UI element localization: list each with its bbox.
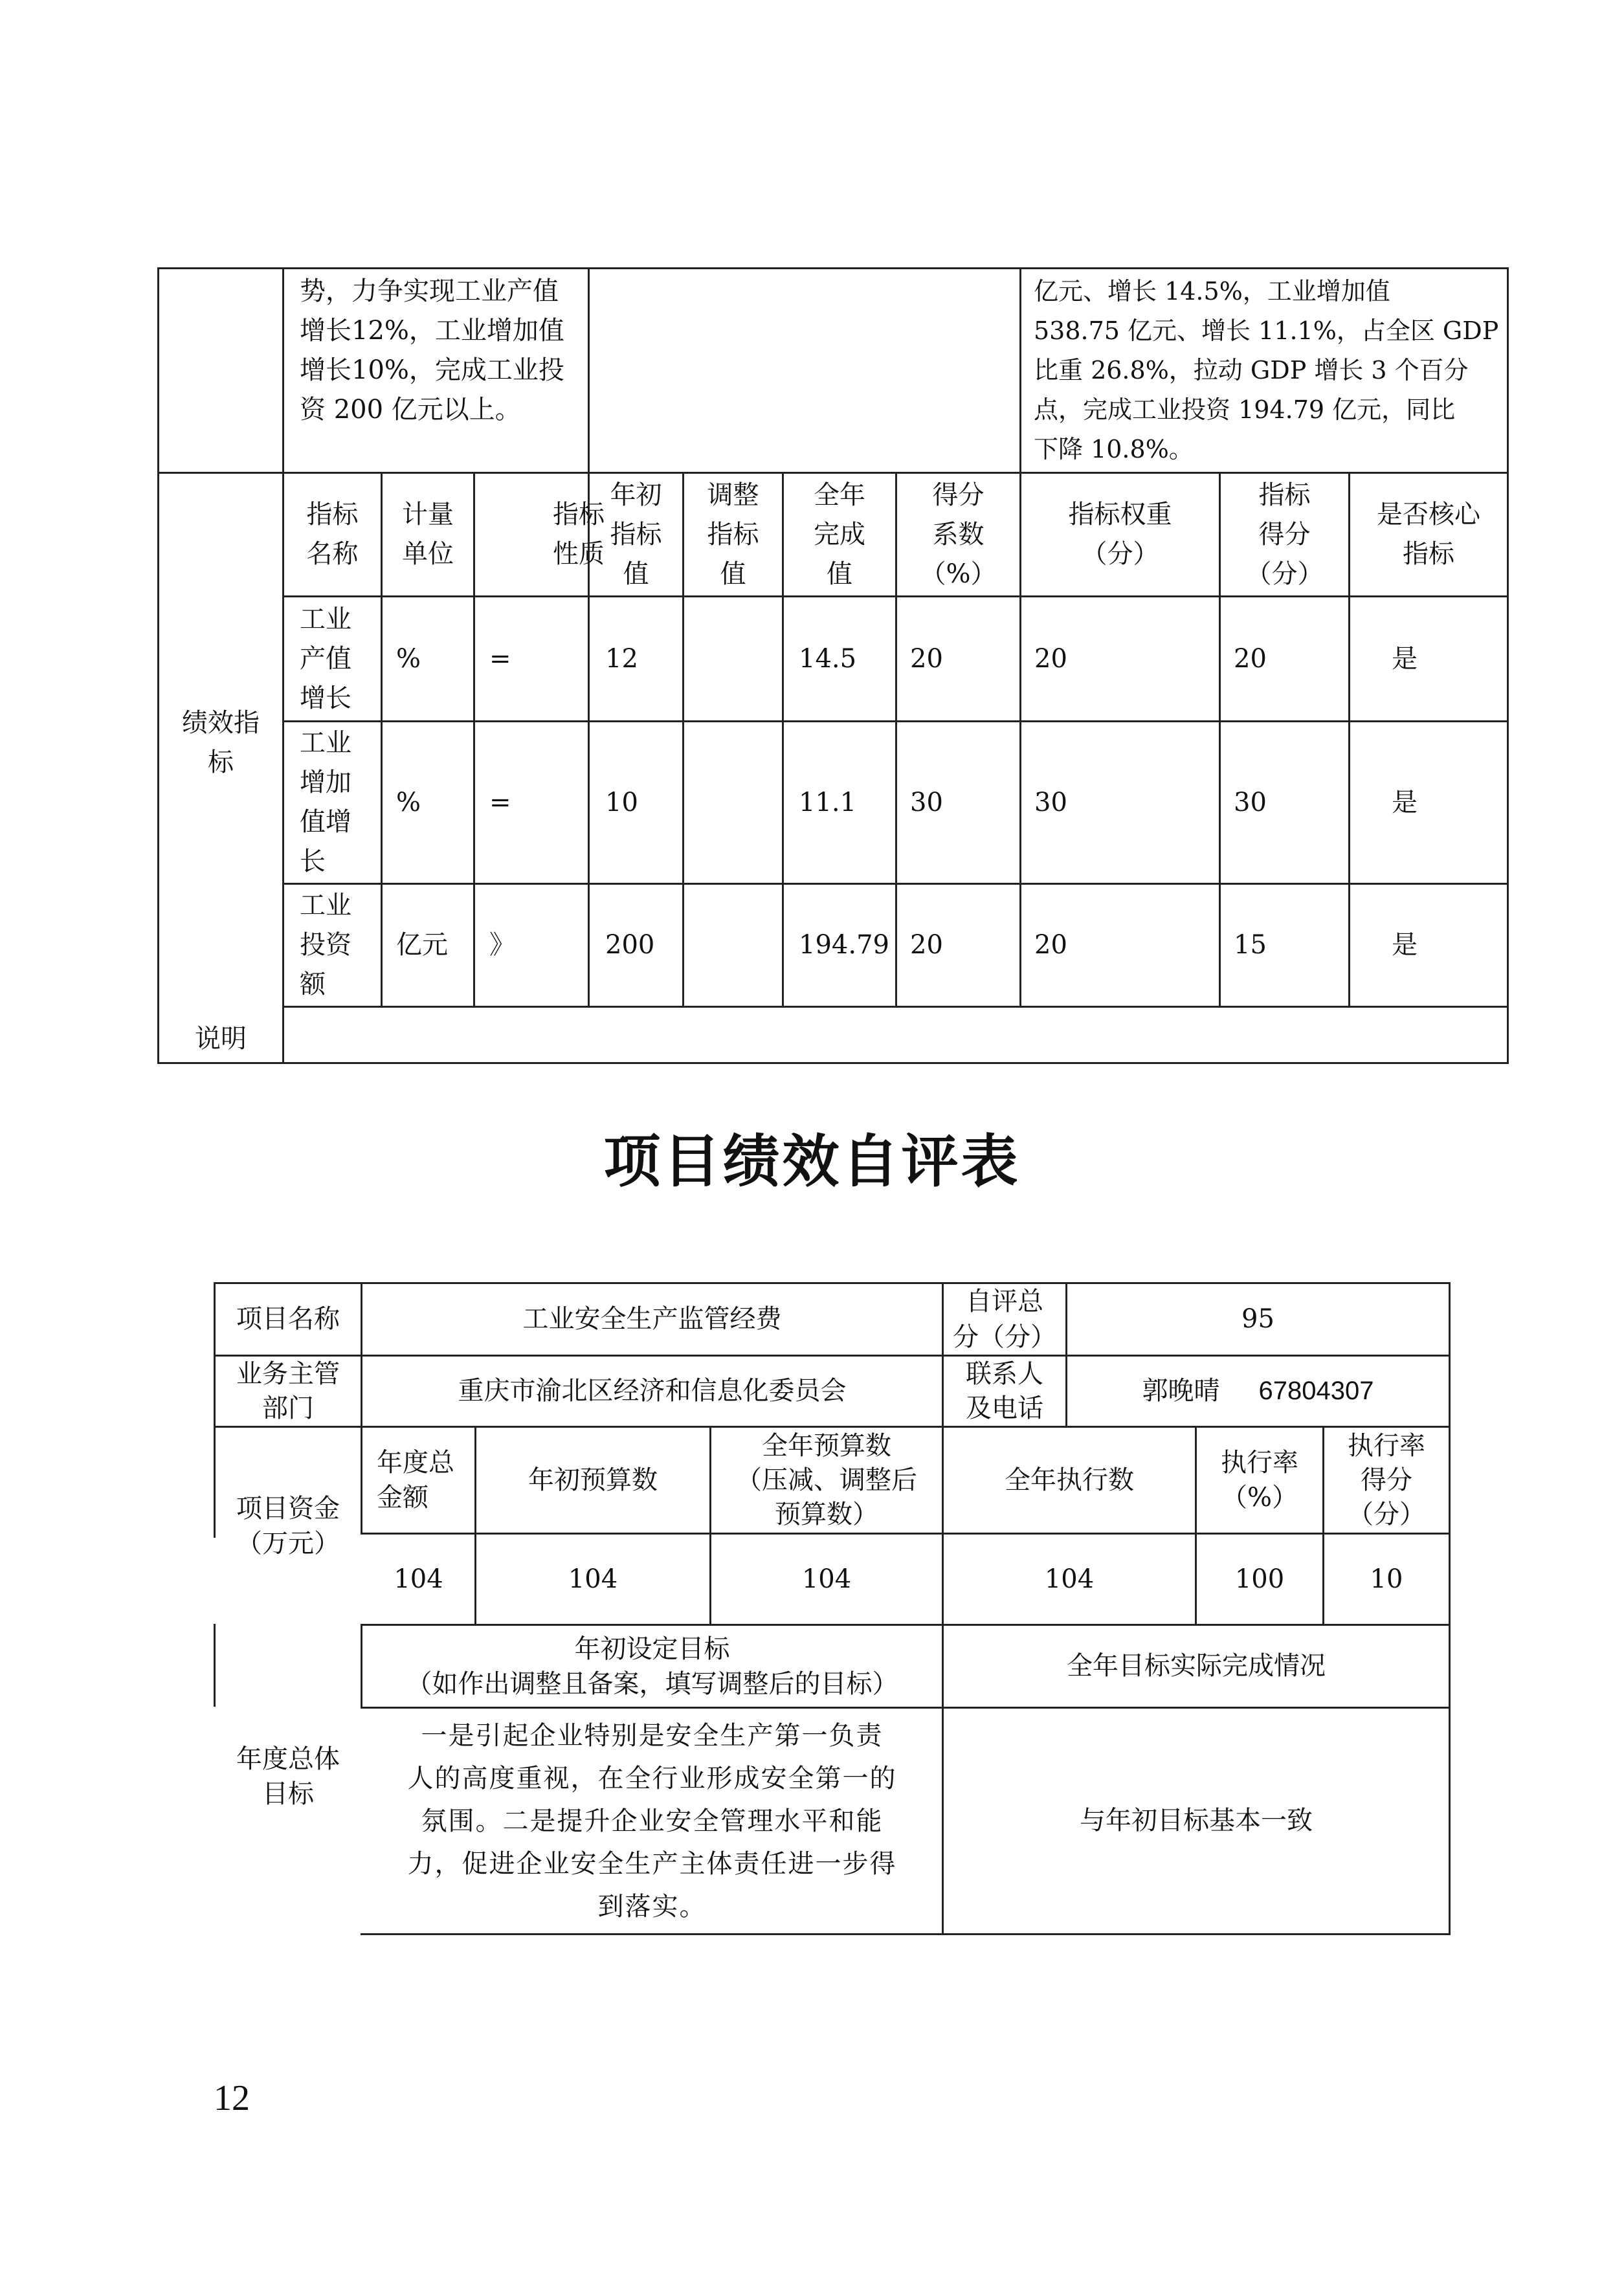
table-row-cell: 20 [910, 643, 943, 674]
department-value: 重庆市渝北区经济和信息化委员会 [458, 1376, 847, 1406]
table-row-cell: 200 [605, 930, 655, 960]
table-row-cell: 是 [1392, 643, 1418, 674]
table-row-cell [700, 597, 772, 720]
contact-phone: 67804307 [1258, 1377, 1374, 1405]
funds-value-execution-rate: 100 [1234, 1564, 1285, 1594]
header-core-indicator: 是否核心 指标 [1377, 500, 1480, 569]
table-row-cell: 12 [605, 643, 638, 674]
funds-value-executed: 104 [1044, 1564, 1095, 1594]
funds-header-annual-budget: 全年预算数 （压减、调整后 预算数） [736, 1430, 917, 1529]
table-row-cell: 20 [1034, 930, 1067, 960]
header-unit: 计量 单位 [402, 500, 454, 569]
funds-value-annual-budget: 104 [801, 1564, 852, 1594]
table-row-cell: 194.79 [799, 930, 889, 960]
header-indicator-score: 指标 得分 （分） [1245, 480, 1324, 589]
annual-goal-text: 势，力争实现工业产值 增长12%，工业增加值 增长10%，完成工业投 资 200 亿元以上。 [300, 276, 564, 425]
table-row-cell: 15 [1234, 930, 1267, 960]
table-row-cell: 20 [1034, 643, 1067, 674]
result-header: 全年目标实际完成情况 [1067, 1651, 1326, 1681]
table-row-cell: 是 [1392, 930, 1418, 960]
project-name-label: 项目名称 [236, 1304, 340, 1334]
goal-text: 一是引起企业特别是安全生产第一负责 人的高度重视，在全行业形成安全第一的 氛围。二是提升企业安全管理水平和能 力，促进企业安全生产主体责任进一步得 到落实。 [407, 1720, 897, 1922]
header-score-coefficient: 得分 系数 （%） [920, 480, 997, 589]
table-row-cell: % [396, 787, 421, 817]
table-row-cell [700, 885, 772, 1006]
contact-value [1067, 1357, 1449, 1426]
table-row-cell: 是 [1392, 787, 1418, 817]
header-initial-target: 年初 指标 值 [610, 480, 662, 589]
performance-indicators-label: 绩效指 标 [182, 708, 260, 777]
contact-label: 联系人 及电话 [966, 1358, 1043, 1423]
table-row-cell: 30 [1034, 787, 1067, 817]
header-adjusted-target: 调整 指标 值 [707, 480, 759, 589]
table-row-cell: 11.1 [799, 787, 857, 817]
funds-header-rate-score: 执行率 得分 （分） [1348, 1430, 1425, 1529]
funds-header-initial-budget: 年初预算数 [528, 1465, 658, 1495]
contact-name: 郭晚晴 [1142, 1376, 1220, 1406]
funds-header-total: 年度总 金额 [377, 1448, 454, 1513]
funds-value-total: 104 [394, 1564, 443, 1594]
table-row-cell: 10 [605, 787, 638, 817]
goal-header: 年初设定目标 （如作出调整且备案，填写调整后的目标） [406, 1634, 898, 1699]
table-row-cell: 工业 增加 值增 长 [300, 728, 351, 876]
funds-value-rate-score: 10 [1370, 1564, 1403, 1594]
header-indicator-nature: 指标 性质 [553, 500, 605, 569]
table-row-cell: 14.5 [799, 643, 857, 674]
header-annual-completion: 全年 完成 值 [814, 480, 865, 589]
self-score-label: 自评总 分（分） [953, 1286, 1056, 1352]
table-row-cell: 亿元 [396, 930, 448, 960]
result-text: 与年初目标基本一致 [1080, 1806, 1313, 1835]
department-label: 业务主管 部门 [236, 1358, 340, 1423]
table-row-cell: 30 [1234, 787, 1267, 817]
funds-value-initial-budget: 104 [568, 1564, 618, 1594]
table-row-cell: 20 [1234, 643, 1267, 674]
table-row-cell: 30 [910, 787, 943, 817]
table-row-cell: % [396, 643, 421, 674]
funds-header-executed: 全年执行数 [1005, 1465, 1134, 1495]
header-indicator-name: 指标 名称 [306, 500, 359, 569]
project-name-value: 工业安全生产监管经费 [522, 1304, 782, 1334]
table-row-cell [700, 722, 772, 883]
annual-result-text: 亿元、增长 14.5%，工业增加值 538.75 亿元、增长 11.1%，占全区 GDP 比重 26.8%，拉动 GDP 增长 3 个百分 点，完成工业投资 194.79 亿元，同比 下降 10.8%。 [1034, 277, 1499, 463]
header-indicator-weight: 指标权重 （分） [1068, 500, 1172, 569]
table-row-cell: 工业 投资 额 [300, 891, 351, 999]
table-row-cell: = [489, 787, 511, 817]
note-label: 说明 [195, 1024, 247, 1054]
page-title: 项目绩效自评表 [603, 1128, 1021, 1195]
self-score-value: 95 [1241, 1304, 1274, 1334]
table-row-cell: = [489, 643, 511, 674]
table-row-cell: 工业 产值 增长 [300, 604, 351, 713]
annual-goal-label: 年度总体 目标 [236, 1744, 340, 1809]
page-number: 12 [214, 2078, 250, 2118]
project-funds-label: 项目资金 （万元） [236, 1493, 340, 1558]
table-row-cell: 20 [910, 930, 943, 960]
table-row-cell: 》 [489, 930, 515, 960]
funds-header-execution-rate: 执行率 （%） [1221, 1448, 1298, 1513]
